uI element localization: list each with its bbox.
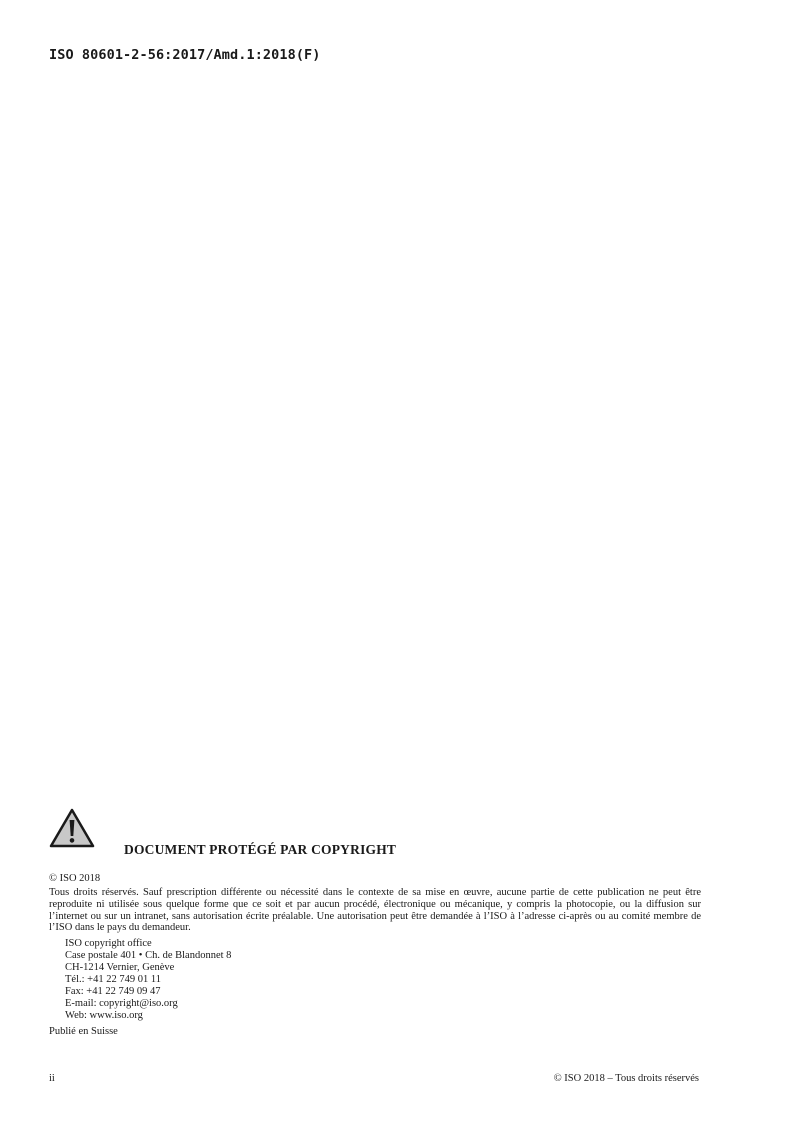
address-line: Case postale 401 • Ch. de Blandonnet 8 — [65, 950, 232, 962]
page-number: ii — [49, 1073, 55, 1084]
address-line: Web: www.iso.org — [65, 1010, 143, 1022]
address-line: CH-1214 Vernier, Genève — [65, 962, 175, 974]
address-line: Tél.: +41 22 749 01 11 — [65, 974, 161, 986]
copyright-paragraph: Tous droits réservés. Sauf prescription différente ou nécessité dans le contexte de sa mise en œuvre, aucune partie de cette publication ne peut être reproduite ni utilisée sous quelque forme que ce soit et par aucun procédé, électronique ou mécanique, y compris la photocopie, ou la diffusion sur l’internet ou sur un intranet, sans autorisation écrite préalable. Une autorisation peut être demandée à l’ISO à l’adresse ci-après ou au comité membre de l’ISO dans le pays du demandeur. — [49, 887, 701, 934]
document-id-header: ISO 80601-2-56:2017/Amd.1:2018(F) — [49, 47, 321, 63]
address-line: ISO copyright office — [65, 938, 152, 950]
copyright-notice — [49, 808, 701, 1038]
copyright-title: DOCUMENT PROTÉGÉ PAR COPYRIGHT — [124, 842, 397, 857]
footer-rights: © ISO 2018 – Tous droits réservés — [553, 1073, 699, 1084]
copyright-year: © ISO 2018 — [49, 873, 101, 884]
address-line: Fax: +41 22 749 09 47 — [65, 986, 161, 998]
copyright-warning-row — [49, 808, 701, 858]
address-line: E-mail: copyright@iso.org — [65, 998, 178, 1010]
published-location: Publié en Suisse — [49, 1026, 118, 1038]
iso-address — [49, 938, 701, 1022]
warning-triangle-icon — [49, 808, 95, 848]
